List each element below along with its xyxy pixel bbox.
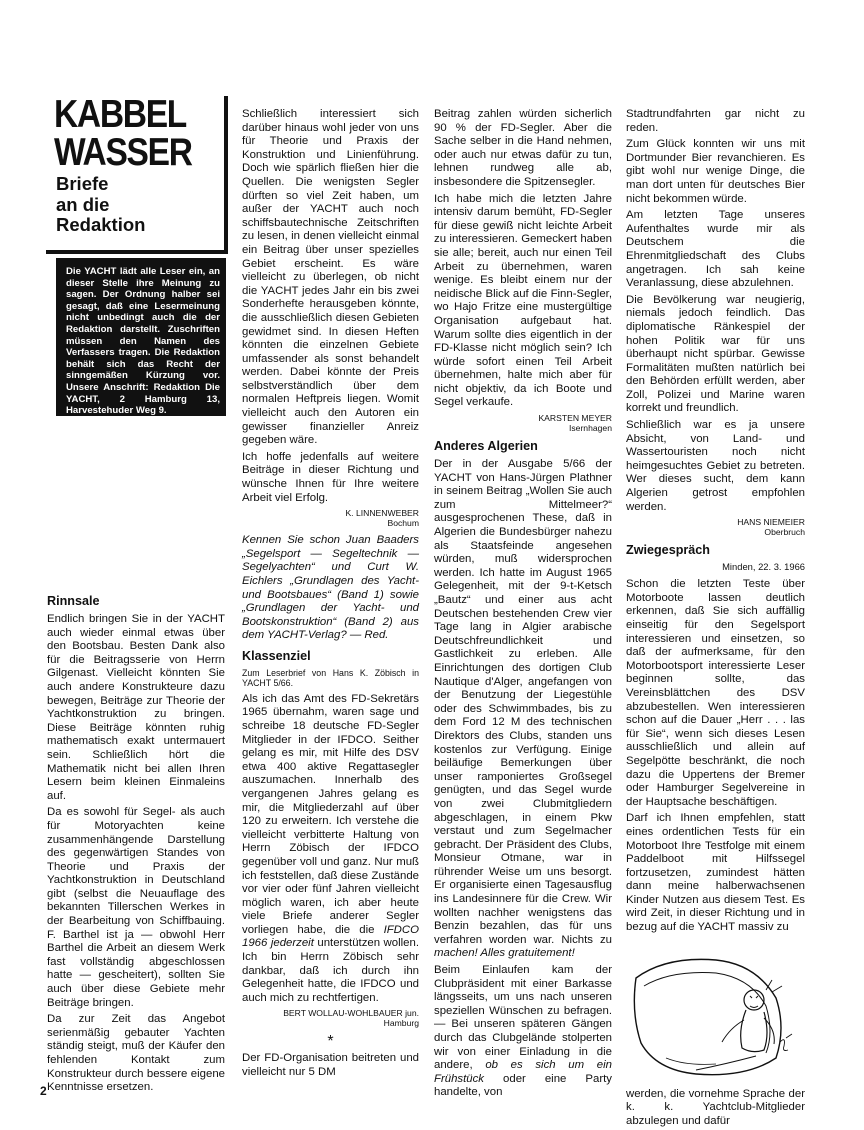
italic-run: IFDCO 1966 jederzeit [242, 923, 419, 950]
signature-linnenweber [242, 508, 419, 528]
banner-title-line2: WASSER [54, 131, 192, 174]
signature-name: BERT WOLLAU-WOHLBAUER jun. [283, 1008, 419, 1019]
text-run: Beim Einlaufen kam der Clubpräsident mit einer Barkasse längsseits, um uns nach unseren speziellen Wünschen zu befragen. — Bei unseren späteren Gängen durch das Clubgelände stolperten wir von einer Einladung in die andere, [434, 964, 612, 1072]
paragraph: Da zur Zeit das Angebot serienmäßig gebauter Yachten ständig steigt, muß der Käufer den fehlenden Kontakt zum Konstrukteur durch bessere eigene Kenntnisse ersetzen. [47, 1013, 225, 1094]
paragraph: Schließlich interessiert sich darüber hinaus wohl jeder von uns für Theorie und Praxis der Konstruktion und Linienführung. Doch wie spärlich fließen hier die Quellen. Die wenigsten Segler dürften so viel Zeit haben, um außer der YACHT auch noch schiffsbautechnische Zeitschriften zu lesen, in denen vielleicht einmal ein Beitrag über unser spezielles Gebiet erscheint. Es wäre vielleicht zu überlegen, ob nicht die YACHT jedes Jahr ein bis zwei Sonderhefte herausgeben könnte, die ausschließlich diesen Gebieten gewidmet sind. In diesen Heften könnten die einzelnen Gebiete umfassender als sonst behandelt werden. Dabei könnte der Preis selbstverständlich über dem normalen Heftpreis liegen. Womit vielleicht auch den Autoren ein gewisser finanzieller Anreiz gegeben wäre. [242, 108, 419, 447]
signature-niemeier [626, 517, 805, 537]
paragraph: Endlich bringen Sie in der YACHT auch wieder einmal etwas über den Bootsbau. Besten Dank also für die Beitragsserie von Herrn Gilgenast. Vielleicht könnten Sie auch andere Konstrukteure dazu bewegen, Beiträge zur Theorie der Yachtkonstruktion zu bringen. Diese Beiträge könnten ruhig mathematisch exakt untermauert sein. Schließlich hört die Mathematik nicht bei allen Ihren Lesern beim kleinen Einmaleins auf. [47, 613, 225, 802]
text-run: unterstützen wollen. Ich bin Herrn Zöbisch sehr dankbar, daß ich durch ihn Gelegenheit hatte, die IFDCO und auch mich zu rechtfertigen. [242, 937, 419, 1004]
signature-meyer [434, 413, 612, 433]
signature-name: HANS NIEMEIER [737, 517, 805, 528]
column-4 [626, 108, 805, 1130]
paragraph: Da es sowohl für Segel- als auch für Motoryachten keine zusammenhängende Darstellung des gegenwärtigen Standes von Theorie und Praxis der Yachtkonstruktion in Deutschland gibt (selbst die Neuauflage des bekannten Tillerschen Werkes in der Bearbeitung von Schiffbauing. F. Barthel ist ja — obwohl Herr Barthel die Arbeit an diesem Werk fast vollständig abgeschlossen hatte — gescheitert), sollten Sie auch über diese Gebiete mehr Beiträge bringen. [47, 806, 225, 1009]
paragraph: Ich hoffe jedenfalls auf weitere Beiträge in dieser Richtung und wünsche Ihnen für Ihre weitere Arbeit viel Erfolg. [242, 450, 419, 504]
paragraph [434, 458, 612, 961]
banner-tagline-1: Briefe [56, 173, 109, 194]
signature-place: Hamburg [383, 1018, 419, 1029]
reference-line: Zum Leserbrief von Hans K. Zöbisch in YACHT 5/66. [242, 667, 419, 689]
paragraph [242, 693, 419, 1006]
paragraph: Ich habe mich die letzten Jahre intensiv darum bemüht, FD-Segler für diese gewiß nicht leichte Arbeit zu interessieren. Gemeckert haben sie alle; bereit, auch nur einen Teil Arbeit zu übernehmen, waren wenige. Es bleibt einem nur der neidische Blick auf die Finn-Segler, wo Hajo Fritze eine mustergültige Organisation aufgebaut hat. Warum sollte dies eigentlich in der FD-Klasse nicht möglich sein? Ich würde sofort einen Teil Arbeit übernehmen, halte mich aber für nicht objektiv, da ich Boote und Segel verkaufe. [434, 192, 612, 409]
signature-place: Bochum [387, 518, 419, 529]
paragraph: Zum Glück konnten wir uns mit Dortmunder Bier revanchieren. Es gibt wohl nur wenige Dinge, die man dort unten für deutsches Bier nicht bekommen würde. [626, 138, 805, 205]
editor-note: Kennen Sie schon Juan Baaders „Segelsport — Segeltechnik — Segelyachten“ und Curt W. Eichlers „Grundlagen des Yacht- und Bootsbaues“ (Band 1) sowie „Grundlagen der Yacht- und Bootskonstruktion“ (Band 2) aus dem YACHT-Verlag? — Red. [242, 534, 419, 642]
paragraph: Schließlich war es ja unsere Absicht, von Land- und Wassertouristen noch nicht heimgesuchtes Gebiet zu betreten. Wer dieses sucht, dem kann Algerien getrost empfohlen werden. [626, 419, 805, 513]
signature-wollau [242, 1008, 419, 1028]
heading-anderes-algerien: Anderes Algerien [434, 439, 538, 454]
paragraph: Darf ich Ihnen empfehlen, statt eines ordentlichen Tests für ein Motorboot Ihre Testfolge mit einem Paddelboot mit Hilfssegel fortzusetzen, zumindest hätten dann meine halberwachsenen Kinder Nutzen aus diesem Test. Es wird Zeit, in dieser Richtung und in bezug auf die YACHT massiv zu [626, 812, 805, 934]
italic-run: ob es sich um ein Frühstück [434, 1059, 612, 1085]
page-number: 2 [40, 1084, 47, 1098]
text-run: Als ich das Amt des FD-Sekretärs 1965 übernahm, waren sage und schreibe 18 deutsche FD-Segler Mitglieder in der IFDCO. Seither gelang es mir, mit Hilfe des DSV etwa 400 aktive Regattasegler auszumachen. Innerhalb des vergangenen Jahres gelang es mir, die Mitgliederzahl auf über 120 zu erweitern. Ich verstehe die vielleicht verbitterte Haltung von Herrn Zöbisch der IFDCO gegenüber voll und ganz. Nur muß ich feststellen, daß diese Zustände vor vier oder fünf Jahren vielleicht möglich waren, ich aber heute viele Briefe anderer Segler vorliegen habe, die die [242, 692, 419, 936]
column-3 [434, 108, 612, 1103]
heading-rinnsale: Rinnsale [47, 594, 100, 608]
editorial-intro-box: Die YACHT lädt alle Leser ein, an dieser Stelle ihre Meinung zu sagen. Der Ordnung halber sei gesagt, daß eine Lesermeinung nicht unbedingt auch die der Redaktion darstellt. Zuschriften müssen den Namen des Verfassers tragen. Die Redaktion behält sich das Recht der sinngemäßen Kürzung vor. Unsere Anschrift: Redaktion Die YACHT, 2 Hamburg 13, Harvestehuder Weg 9. [56, 258, 226, 416]
italic-run: machen! Alles gratuitement! [434, 947, 575, 960]
paragraph: Beitrag zahlen würden sicherlich 90 % der FD-Segler. Aber die Sache selber in die Hand nehmen, oder auch nur etwas dafür zu tun, lehnen rundweg alle ab, insbesondere die Spitzensegler. [434, 108, 612, 188]
column-2 [242, 108, 419, 1083]
text-run: oder eine Party handelte, von [434, 1072, 612, 1099]
paragraph: Der FD-Organisation beitreten und vielleicht nur 5 DM [242, 1052, 419, 1079]
signature-place: Isernhagen [568, 423, 612, 434]
paragraph: werden, die vornehme Sprache der k. k. Yachtclub-Mitglieder abzulegen und dafür [626, 1087, 805, 1127]
banner-tagline-3: Redaktion [56, 214, 146, 235]
section-divider-star: * [327, 1033, 334, 1051]
banner-title-line1: KABBEL [54, 93, 187, 136]
text-run: Der in der Ausgabe 5/66 der YACHT von Hans-Jürgen Plathner in seinem Beitrag „Wollen Sie auch zum Mittelmeer?“ ausgesprochenen These, daß in Algerien die Bundesbürger nahezu als Staatsfeinde angesehen würden, muß widersprochen werden. Ich hatte im August 1965 Gelegenheit, mit der 9-t-Ketsch „Bautz“ und einer aus acht Deutschen bestehenden Crew vier Tage lang in Algier arabische Deutschfreundlichkeit und Gastlichkeit zu erleben. Alle Einrichtungen des dortigen Club Nautique d'Alger, angefangen von der Benutzung der Liegestühle oder des Schwimmbades, bis zu dem Ford 12 M des technischen Direktors des Clubs, standen uns kostenlos zur Verfügung. Einige beiläufige Bemerkungen über unser ramponiertes Großsegel genügten, und das Segel wurde von zwei Clubmitgliedern abgeschlagen, in einem Pkw verstaut und zum Segelmacher gebracht. Der Präsident des Clubs, Monsieur Otmane, war in rührender Weise um uns besorgt. Er organisierte einen Tagesausflug ins Landesinnere für die Crew. Wir wollten nachher wenigstens das Benzin bezahlen, das für uns verfahren worden war. Nichts zu [434, 458, 612, 946]
cartoon-boat-illustration [626, 938, 805, 1084]
paragraph [434, 964, 612, 1100]
column-banner [46, 93, 228, 254]
signature-place: Oberbruch [764, 527, 805, 538]
paragraph: Am letzten Tage unseres Aufenthaltes wurde mir als Deutschem die Ehrenmitgliedschaft des Clubs angetragen. Ich sah keine Veranlassung, diese abzulehnen. [626, 209, 805, 290]
signature-name: K. LINNENWEBER [345, 508, 419, 519]
paragraph: Stadtrundfahrten gar nicht zu reden. [626, 108, 805, 134]
paragraph: Die Bevölkerung war neugierig, niemals jedoch feindlich. Das diplomatische Ränkespiel der hohen Politik war für uns überhaupt nicht spürbar. Gewisse Formalitäten mußten natürlich bei den Behörden erfüllt werden, aber Zoll, Polizei und Marine waren korrekt und freundlich. [626, 293, 805, 415]
heading-zwiegespraech: Zwiegespräch [626, 543, 710, 558]
banner-tagline-2: an die [56, 193, 110, 215]
dateline: Minden, 22. 3. 1966 [722, 561, 805, 573]
paragraph: Schon die letzten Teste über Motorboote lassen deutlich erkennen, daß Sie sich auffällig einseitig für den Segelsport interessieren und einsetzen, so daß der aufmerksame, für den Motorbootsport interessierte Leser beginnen sollte, das Vereinsblättchen des DSV abzubestellen. Wen interessieren schon auf die Dauer „Herr . . . las für Sie“, wenn sich dieses Lesen ausschließlich und allein auf Segelpötte beschränkt, die noch dazu die Uppertens der Bremer oder Hamburger Segelvereine in der Hauptsache beschäftigen. [626, 578, 805, 808]
heading-klassenziel: Klassenziel [242, 648, 311, 663]
signature-name: KARSTEN MEYER [538, 413, 612, 424]
column-1 [47, 588, 225, 1098]
